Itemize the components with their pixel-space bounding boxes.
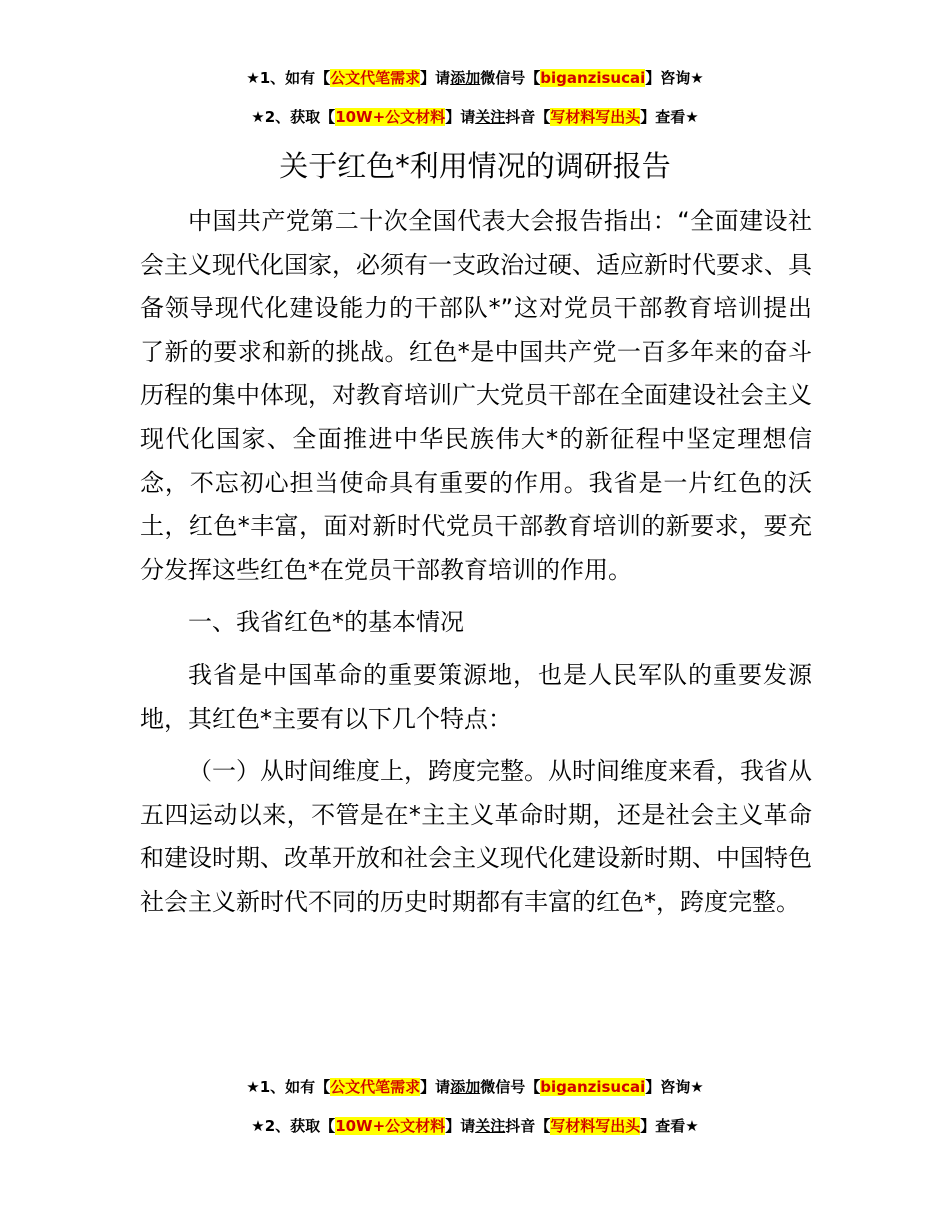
wechat-id: biganzisucai (540, 1078, 646, 1096)
promo-highlight: 10W+公文材料 (335, 108, 446, 126)
douyin-id: 写材料写出头 (550, 1117, 641, 1135)
body-paragraph: 我省是中国革命的重要策源地，也是人民军队的重要发源地，其红色*主要有以下几个特点： (140, 660, 812, 733)
promo-line-1-bottom: ★1、如有【公文代笔需求】请添加微信号【biganzisucai】咨询★ (246, 1078, 704, 1096)
document-title: 关于红色*利用情况的调研报告 (279, 149, 671, 183)
promo-highlight: 10W+公文材料 (335, 1117, 446, 1135)
section-heading: 一、我省红色*的基本情况 (188, 608, 464, 637)
promo-highlight: 公文代笔需求 (330, 69, 421, 87)
douyin-id: 写材料写出头 (550, 108, 641, 126)
wechat-id: biganzisucai (540, 69, 646, 87)
body-paragraph: （一）从时间维度上，跨度完整。从时间维度来看，我省从五四运动以来，不管是在*主主义革命时期，还是社会主义革命和建设时期、改革开放和社会主义现代化建设新时期、中国特色社会主义新时代不同的历史时期都有丰富的红色*，跨度完整。 (140, 757, 812, 916)
promo-line-1-top: ★1、如有【公文代笔需求】请添加微信号【biganzisucai】咨询★ (246, 69, 704, 87)
promo-highlight: 公文代笔需求 (330, 1078, 421, 1096)
document-body (140, 200, 812, 925)
body-paragraph: 中国共产党第二十次全国代表大会报告指出：“全面建设社会主义现代化国家，必须有一支政治过硬、适应新时代要求、具备领导现代化建设能力的干部队*”这对党员干部教育培训提出了新的要求和新的挑战。红色*是中国共产党一百多年来的奋斗历程的集中体现，对教育培训广大党员干部在全面建设社会主义现代化国家、全面推进中华民族伟大*的新征程中坚定理想信念，不忘初心担当使命具有重要的作用。我省是一片红色的沃土，红色*丰富，面对新时代党员干部教育培训的新要求，要充分发挥这些红色*在党员干部教育培训的作用。 (140, 207, 812, 584)
promo-line-2-top: ★2、获取【10W+公文材料】请关注抖音【写材料写出头】查看★ (251, 108, 699, 126)
promo-line-2-bottom: ★2、获取【10W+公文材料】请关注抖音【写材料写出头】查看★ (251, 1117, 699, 1135)
